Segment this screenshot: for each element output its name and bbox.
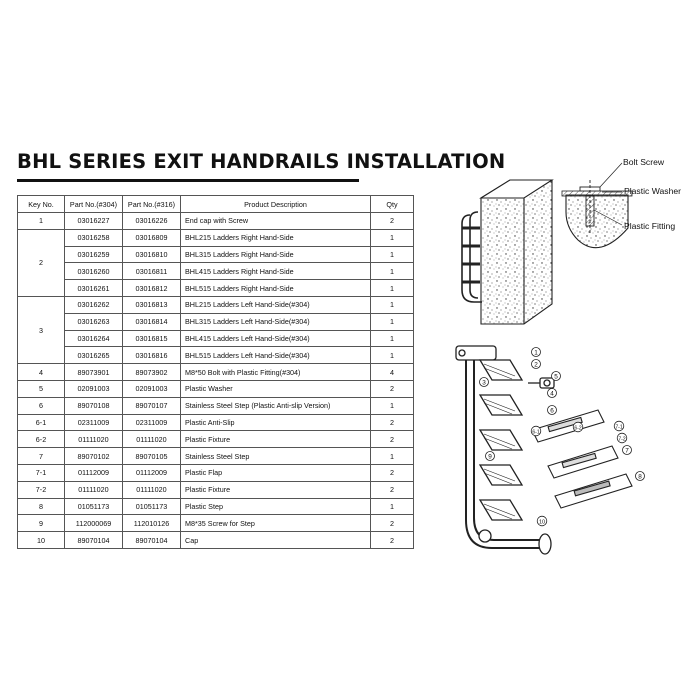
qty-cell: 1	[371, 229, 414, 246]
description-cell: BHL215 Ladders Right Hand-Side	[181, 229, 371, 246]
svg-text:1: 1	[534, 349, 538, 357]
qty-cell: 1	[371, 280, 414, 297]
balloon-6	[548, 406, 557, 415]
svg-text:4: 4	[550, 390, 554, 398]
part-no-316-cell: 03016816	[123, 347, 181, 364]
part-no-304-cell: 112000069	[65, 515, 123, 532]
qty-cell: 4	[371, 364, 414, 381]
balloon-7-2	[617, 433, 627, 443]
header-part-no-316: Part No.(#316)	[123, 196, 181, 213]
key-no-cell: 7-2	[18, 481, 65, 498]
key-no-cell: 10	[18, 532, 65, 549]
balloon-6-2	[573, 422, 583, 432]
part-no-304-cell: 89073901	[65, 364, 123, 381]
part-no-304-cell: 03016258	[65, 229, 123, 246]
qty-cell: 2	[371, 431, 414, 448]
part-no-316-cell: 03016814	[123, 313, 181, 330]
svg-text:6: 6	[550, 407, 554, 415]
balloon-10	[537, 516, 547, 526]
part-no-316-cell: 01111020	[123, 431, 181, 448]
part-no-316-cell: 01051173	[123, 498, 181, 515]
balloon-2	[532, 360, 541, 369]
balloon-6-1	[531, 426, 541, 436]
balloon-1	[532, 348, 541, 357]
svg-text:3: 3	[482, 379, 486, 387]
description-cell: BHL415 Ladders Left Hand-Side(#304)	[181, 330, 371, 347]
key-no-cell: 7-1	[18, 464, 65, 481]
qty-cell: 2	[371, 464, 414, 481]
description-cell: M8*35 Screw for Step	[181, 515, 371, 532]
balloon-5	[552, 372, 561, 381]
svg-text:7: 7	[625, 447, 629, 455]
part-no-316-cell: 02091003	[123, 380, 181, 397]
part-no-304-cell: 03016265	[65, 347, 123, 364]
part-no-304-cell: 03016264	[65, 330, 123, 347]
key-no-cell: 6-1	[18, 414, 65, 431]
part-no-316-cell: 03016811	[123, 263, 181, 280]
qty-cell: 1	[371, 313, 414, 330]
callout-plastic-fitting: Plastic Fitting	[624, 221, 676, 231]
qty-cell: 2	[371, 213, 414, 230]
svg-text:6-1: 6-1	[532, 429, 540, 436]
bolt-detail	[562, 163, 632, 248]
qty-cell: 1	[371, 330, 414, 347]
description-cell: M8*50 Bolt with Plastic Fitting(#304)	[181, 364, 371, 381]
balloon-4	[548, 389, 557, 398]
key-no-cell: 3	[18, 296, 65, 363]
part-no-304-cell: 01051173	[65, 498, 123, 515]
qty-cell: 1	[371, 347, 414, 364]
part-no-304-cell: 89070108	[65, 397, 123, 414]
part-no-304-cell: 03016259	[65, 246, 123, 263]
description-cell: Plastic Washer	[181, 380, 371, 397]
balloon-9	[486, 452, 495, 461]
part-no-316-cell: 03016815	[123, 330, 181, 347]
qty-cell: 1	[371, 448, 414, 465]
part-no-304-cell: 02311009	[65, 414, 123, 431]
qty-cell: 2	[371, 380, 414, 397]
callout-plastic-washer: Plastic Washer	[624, 186, 681, 196]
qty-cell: 2	[371, 515, 414, 532]
description-cell: Plastic Anti-Slip	[181, 414, 371, 431]
part-no-304-cell: 03016227	[65, 213, 123, 230]
key-no-cell: 8	[18, 498, 65, 515]
qty-cell: 1	[371, 246, 414, 263]
header-part-no-304: Part No.(#304)	[65, 196, 123, 213]
qty-cell: 1	[371, 263, 414, 280]
key-no-cell: 1	[18, 213, 65, 230]
document-title: BHL SERIES EXIT HANDRAILS INSTALLATION	[17, 150, 506, 173]
pool-wall-block	[481, 180, 552, 324]
description-cell: Plastic Step	[181, 498, 371, 515]
svg-text:9: 9	[488, 453, 492, 461]
header-qty: Qty	[371, 196, 414, 213]
part-no-304-cell: 03016262	[65, 296, 123, 313]
key-no-cell: 6	[18, 397, 65, 414]
mounted-ladder	[462, 212, 482, 302]
svg-text:6-2: 6-2	[574, 425, 582, 432]
qty-cell: 2	[371, 414, 414, 431]
qty-cell: 2	[371, 481, 414, 498]
key-no-cell: 9	[18, 515, 65, 532]
part-no-304-cell: 89070102	[65, 448, 123, 465]
description-cell: BHL315 Ladders Left Hand-Side(#304)	[181, 313, 371, 330]
svg-text:7-1: 7-1	[615, 424, 623, 431]
balloon-3	[480, 378, 489, 387]
balloon-7	[623, 446, 632, 455]
key-no-cell: 6-2	[18, 431, 65, 448]
description-cell: Plastic Fixture	[181, 481, 371, 498]
qty-cell: 2	[371, 532, 414, 549]
description-cell: Stainless Steel Step (Plastic Anti-slip Version)	[181, 397, 371, 414]
callout-bolt-screw: Bolt Screw	[623, 157, 665, 167]
description-cell: End cap with Screw	[181, 213, 371, 230]
description-cell: Cap	[181, 532, 371, 549]
part-no-304-cell: 03016260	[65, 263, 123, 280]
svg-text:2: 2	[534, 361, 538, 369]
part-no-316-cell: 89073902	[123, 364, 181, 381]
part-no-316-cell: 112010126	[123, 515, 181, 532]
svg-text:5: 5	[554, 373, 558, 381]
description-cell: Stainless Steel Step	[181, 448, 371, 465]
balloon-8	[636, 472, 645, 481]
part-no-316-cell: 03016810	[123, 246, 181, 263]
part-no-316-cell: 03016813	[123, 296, 181, 313]
part-no-316-cell: 02311009	[123, 414, 181, 431]
part-no-316-cell: 03016812	[123, 280, 181, 297]
part-no-316-cell: 03016226	[123, 213, 181, 230]
description-cell: Plastic Flap	[181, 464, 371, 481]
qty-cell: 1	[371, 296, 414, 313]
part-no-304-cell: 03016263	[65, 313, 123, 330]
description-cell: BHL515 Ladders Right Hand-Side	[181, 280, 371, 297]
part-no-316-cell: 89070107	[123, 397, 181, 414]
description-cell: BHL215 Ladders Left Hand-Side(#304)	[181, 296, 371, 313]
key-no-cell: 4	[18, 364, 65, 381]
part-no-304-cell: 03016261	[65, 280, 123, 297]
key-no-cell: 2	[18, 229, 65, 296]
part-no-316-cell: 03016809	[123, 229, 181, 246]
part-no-316-cell: 89070104	[123, 532, 181, 549]
description-cell: BHL315 Ladders Right Hand-Side	[181, 246, 371, 263]
description-cell: BHL515 Ladders Left Hand-Side(#304)	[181, 347, 371, 364]
part-no-304-cell: 02091003	[65, 380, 123, 397]
svg-text:10: 10	[538, 519, 546, 526]
header-key-no: Key No.	[18, 196, 65, 213]
part-no-304-cell: 01112009	[65, 464, 123, 481]
part-no-304-cell: 01111020	[65, 481, 123, 498]
header-product-description: Product Description	[181, 196, 371, 213]
description-cell: Plastic Fixture	[181, 431, 371, 448]
part-no-316-cell: 01111020	[123, 481, 181, 498]
key-no-cell: 7	[18, 448, 65, 465]
part-no-304-cell: 89070104	[65, 532, 123, 549]
qty-cell: 1	[371, 397, 414, 414]
part-no-316-cell: 89070105	[123, 448, 181, 465]
description-cell: BHL415 Ladders Right Hand-Side	[181, 263, 371, 280]
balloon-7-1	[614, 421, 624, 431]
part-no-316-cell: 01112009	[123, 464, 181, 481]
key-no-cell: 5	[18, 380, 65, 397]
svg-text:8: 8	[638, 473, 642, 481]
part-no-304-cell: 01111020	[65, 431, 123, 448]
svg-text:7-2: 7-2	[618, 436, 626, 443]
qty-cell: 1	[371, 498, 414, 515]
